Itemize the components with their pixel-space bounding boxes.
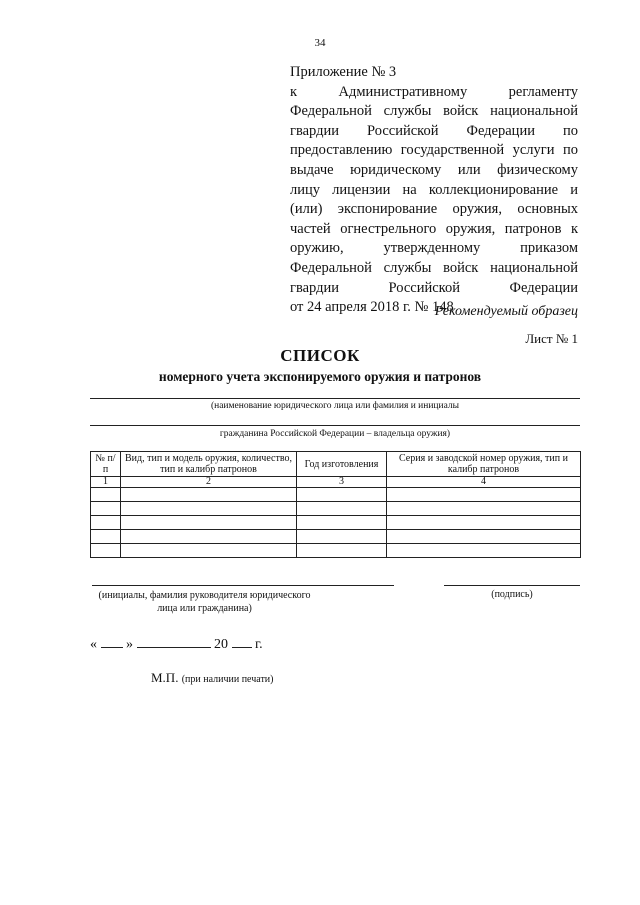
column-number: 4 <box>387 477 581 488</box>
date-open-quote: « <box>90 637 97 652</box>
appendix-line: (или) экспонирование оружия, основных <box>290 201 578 218</box>
date-day-field[interactable] <box>101 633 123 648</box>
table-cell[interactable] <box>121 516 297 530</box>
appendix-line: лицу лицензии на коллекционирование и <box>290 181 578 198</box>
table-cell[interactable] <box>91 488 121 502</box>
column-number: 2 <box>121 477 297 488</box>
table-cell[interactable] <box>297 488 387 502</box>
appendix-line: Федеральной службы войск национальной <box>290 259 578 276</box>
date-close-quote: » <box>126 637 133 652</box>
date-year-field[interactable] <box>232 633 252 648</box>
column-number: 3 <box>297 477 387 488</box>
sheet-number: Лист № 1 <box>525 331 578 346</box>
table-cell[interactable] <box>297 516 387 530</box>
header-number: № п/п <box>91 452 121 477</box>
appendix-line: оружию, утвержденному приказом <box>290 240 578 257</box>
table-cell[interactable] <box>387 530 581 544</box>
stamp-note: (при наличии печати) <box>181 674 274 685</box>
appendix-line: от 24 апреля 2018 г. № 148 <box>290 299 454 316</box>
stamp-place <box>151 670 274 686</box>
signature-line <box>444 585 580 586</box>
table-cell[interactable] <box>91 502 121 516</box>
appendix-line: выдаче юридическому или физическому <box>290 161 578 178</box>
appendix-line: Федеральной службы войск национальной <box>290 103 578 120</box>
table-cell[interactable] <box>121 544 297 558</box>
table-cell[interactable] <box>91 516 121 530</box>
date-line <box>90 633 263 653</box>
weapons-table <box>90 451 581 558</box>
table-row <box>91 516 581 530</box>
table-cell[interactable] <box>297 502 387 516</box>
table-cell[interactable] <box>121 488 297 502</box>
table-row <box>91 488 581 502</box>
table-cell[interactable] <box>121 502 297 516</box>
document-title: СПИСОК <box>280 346 360 365</box>
table-cell[interactable] <box>387 516 581 530</box>
stamp-label: М.П. <box>151 670 179 685</box>
header-serial: Серия и заводской номер оружия, тип и калибр патронов <box>387 452 581 477</box>
date-year-suffix: г. <box>255 637 263 652</box>
table-row <box>91 530 581 544</box>
signatory-name-line <box>92 585 394 586</box>
owner-hint-2: гражданина Российской Федерации – владельца оружия) <box>219 429 451 439</box>
table-cell[interactable] <box>387 502 581 516</box>
date-month-field[interactable] <box>137 633 211 648</box>
appendix-line: частей огнестрельного оружия, патронов к <box>290 220 578 237</box>
appendix-block <box>290 63 578 318</box>
owner-hint-1: (наименование юридического лица или фамилия и инициалы <box>210 401 460 411</box>
column-number: 1 <box>91 477 121 488</box>
date-year-prefix: 20 <box>214 637 228 652</box>
table-cell[interactable] <box>387 544 581 558</box>
document-subtitle: номерного учета экспонируемого оружия и патронов <box>158 369 482 384</box>
table-column-numbers <box>91 477 581 488</box>
signature-label: (подпись) <box>491 589 533 600</box>
appendix-line: к Административному регламенту <box>290 83 578 100</box>
owner-name-line-2 <box>90 425 580 426</box>
table-cell[interactable] <box>387 488 581 502</box>
table-cell[interactable] <box>121 530 297 544</box>
appendix-line: гвардии Российской Федерации по <box>290 122 578 139</box>
header-weapon-type: Вид, тип и модель оружия, количество, тип и калибр патронов <box>121 452 297 477</box>
signatory-name-label: (инициалы, фамилия руководителя юридического лица или гражданина) <box>98 590 311 614</box>
table-cell[interactable] <box>91 544 121 558</box>
appendix-line: гвардии Российской Федерации <box>290 279 578 296</box>
table-header-row <box>91 452 581 477</box>
table-row <box>91 544 581 558</box>
table-cell[interactable] <box>297 544 387 558</box>
appendix-line: предоставлению государственной услуги по <box>290 142 578 159</box>
table-cell[interactable] <box>91 530 121 544</box>
table-cell[interactable] <box>297 530 387 544</box>
header-year: Год изготовления <box>297 452 387 477</box>
recommended-sample-label: Рекомендуемый образец <box>434 304 578 319</box>
owner-name-line <box>90 398 580 399</box>
table-row <box>91 502 581 516</box>
page-number: 34 <box>314 37 326 49</box>
appendix-line: Приложение № 3 <box>290 64 397 80</box>
